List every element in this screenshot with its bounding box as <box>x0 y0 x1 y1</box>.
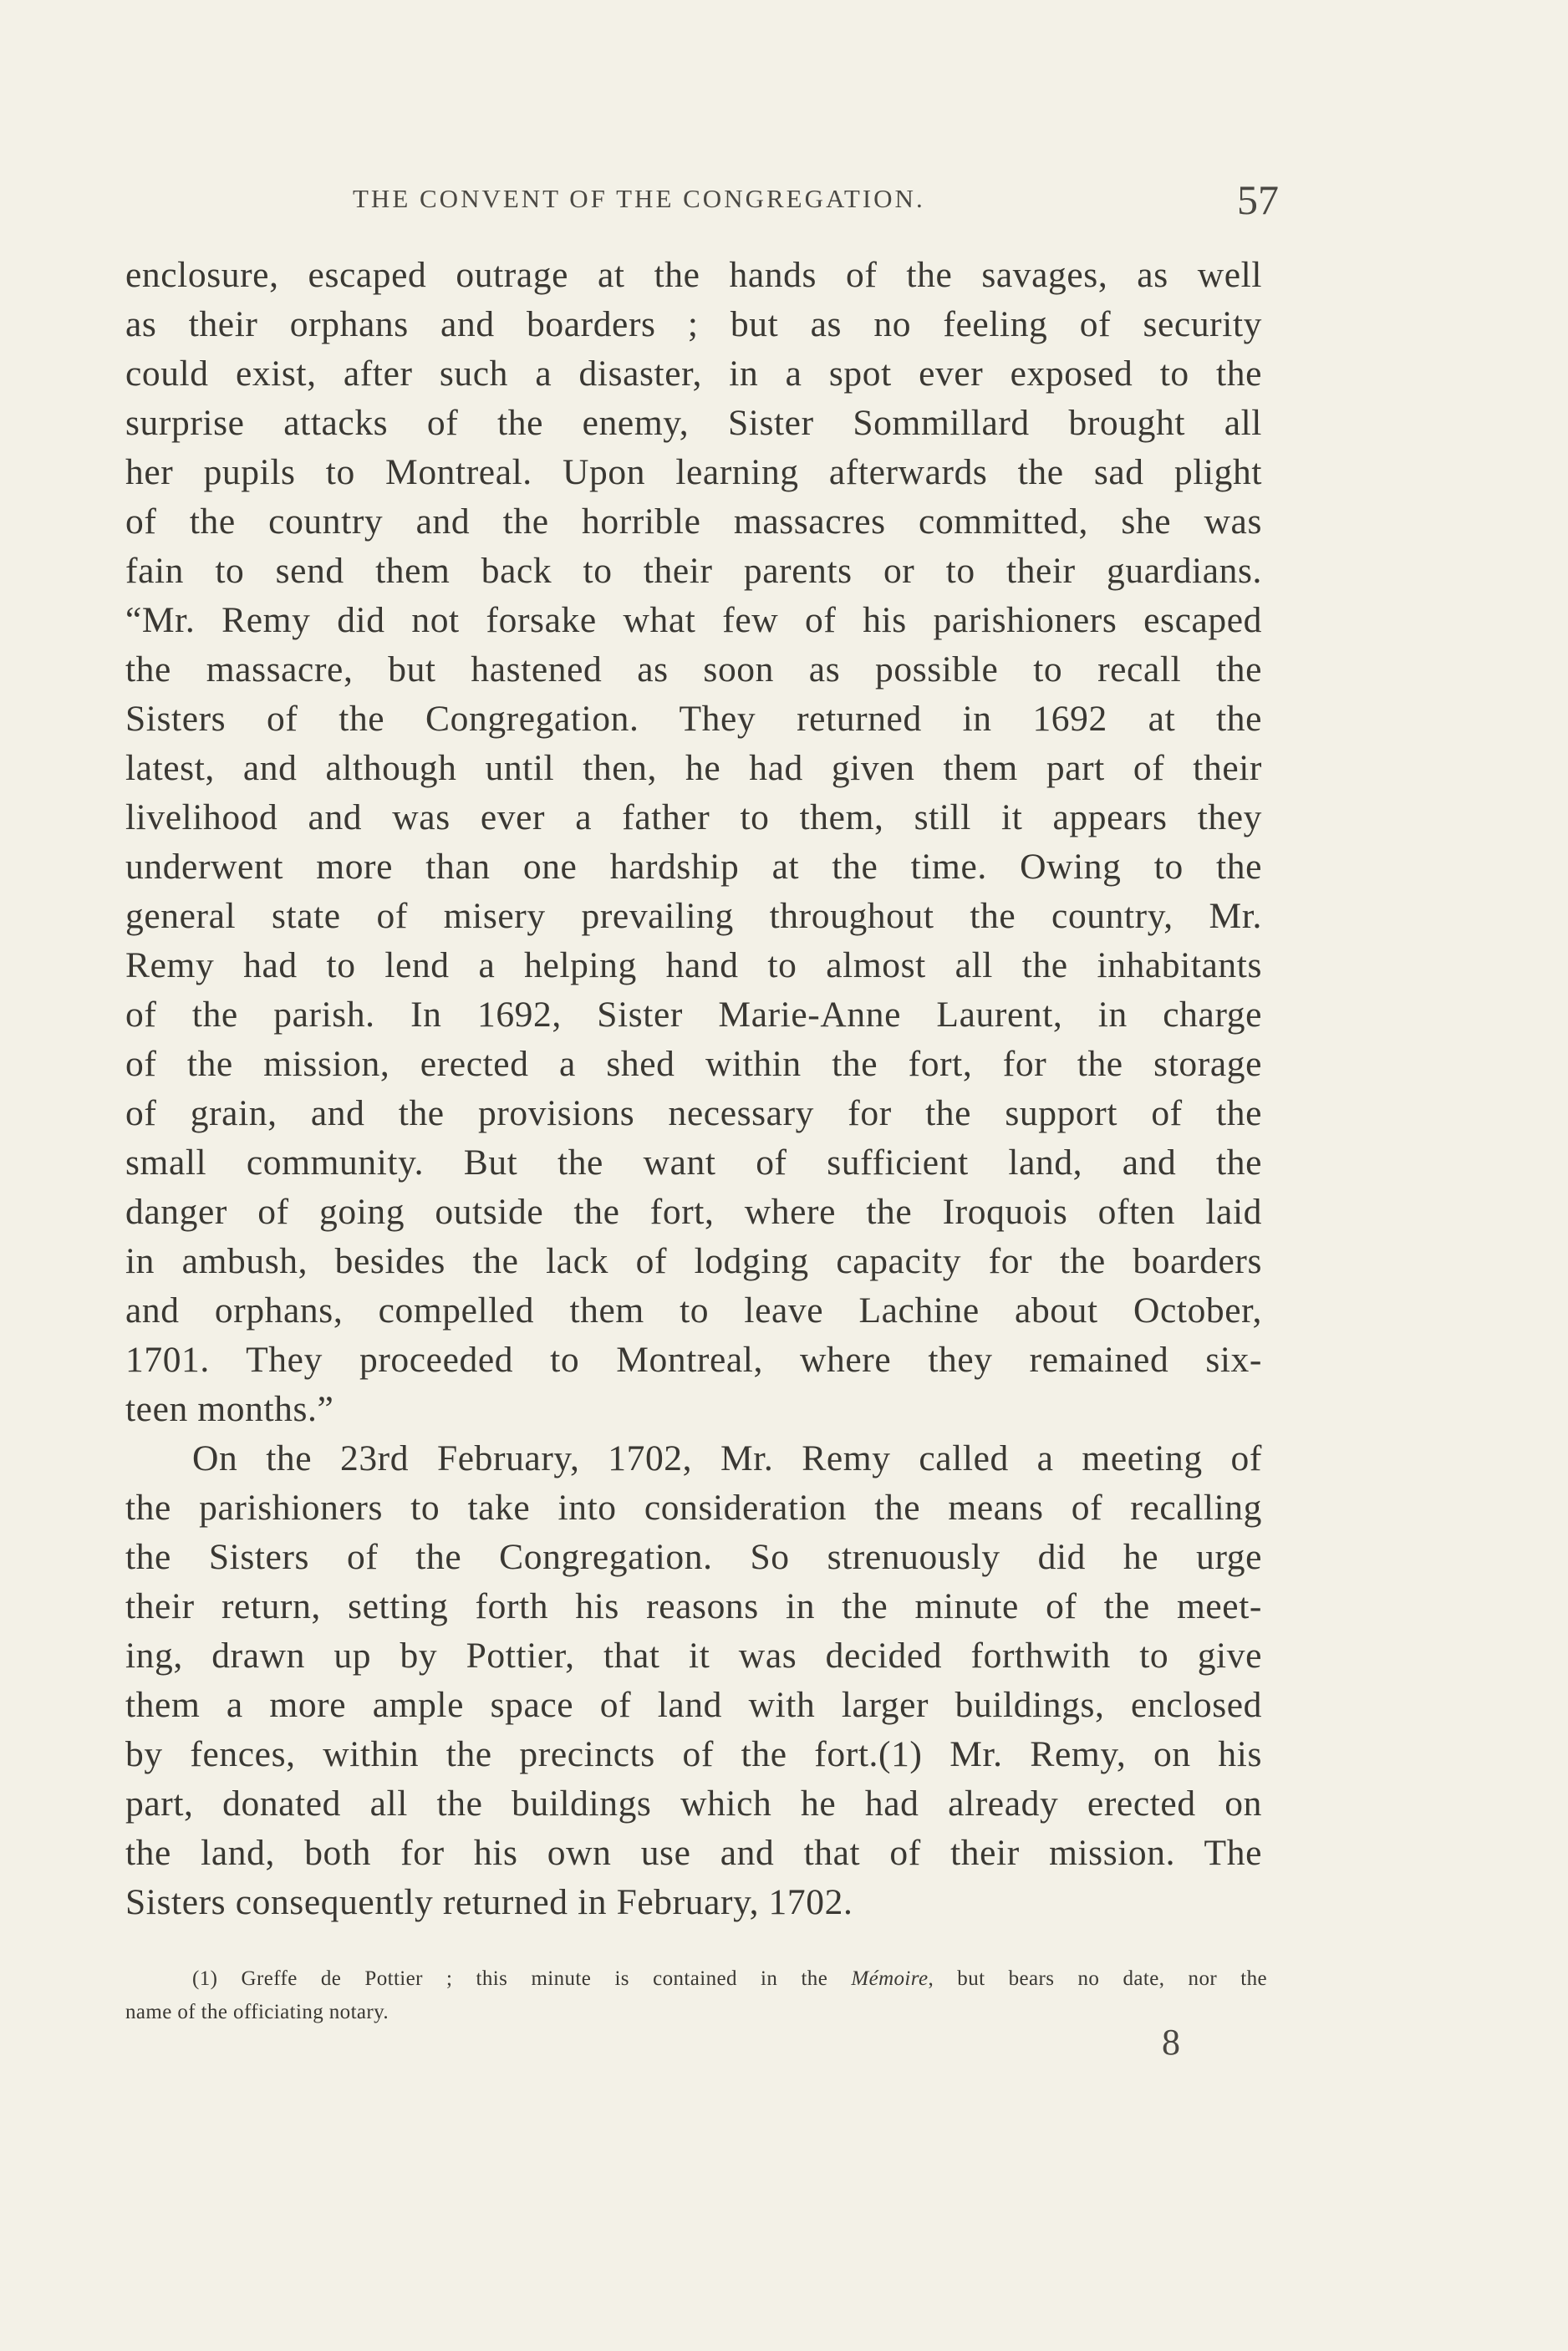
body-line: their return, setting forth his reasons in the minute of the meet- <box>125 1586 1262 1626</box>
footnote-line: name of the officiating notary. <box>125 2001 389 2023</box>
footnote-text: (1) Greffe de Pottier ; this minute is contained in the <box>192 1967 852 1990</box>
body-line: of grain, and the provisions necessary for the support of the <box>125 1093 1262 1133</box>
body-line: of the parish. In 1692, Sister Marie-Anne Laurent, in charge <box>125 995 1262 1035</box>
body-line: On the 23rd February, 1702, Mr. Remy called a meeting of <box>192 1438 1262 1478</box>
body-line: “Mr. Remy did not forsake what few of his parishioners escaped <box>125 600 1262 640</box>
body-line: and orphans, compelled them to leave Lachine about October, <box>125 1290 1262 1331</box>
body-line: surprise attacks of the enemy, Sister Sommillard brought all <box>125 403 1262 443</box>
body-line: ing, drawn up by Pottier, that it was decided forthwith to give <box>125 1636 1262 1676</box>
body-line: enclosure, escaped outrage at the hands of the savages, as well <box>125 255 1262 295</box>
body-line: small community. But the want of sufficient land, and the <box>125 1142 1262 1183</box>
body-text <box>125 251 1262 1927</box>
body-line: her pupils to Montreal. Upon learning afterwards the sad plight <box>125 452 1262 492</box>
body-line: livelihood and was ever a father to them, still it appears they <box>125 797 1262 837</box>
body-line: by fences, within the precincts of the fort.(1) Mr. Remy, on his <box>125 1734 1262 1774</box>
body-line: part, donated all the buildings which he had already erected on <box>125 1784 1262 1824</box>
body-line: them a more ample space of land with larger buildings, enclosed <box>125 1685 1262 1725</box>
body-line: could exist, after such a disaster, in a spot ever exposed to the <box>125 354 1262 394</box>
body-line: teen months.” <box>125 1389 334 1429</box>
body-line: fain to send them back to their parents or to their guardians. <box>125 551 1262 591</box>
body-line: general state of misery prevailing throughout the country, Mr. <box>125 896 1262 936</box>
body-line: of the country and the horrible massacres committed, she was <box>125 501 1262 542</box>
footnote-italic-title: Mémoire <box>851 1967 929 1990</box>
body-line: as their orphans and boarders ; but as no feeling of security <box>125 304 1262 344</box>
body-line: 1701. They proceeded to Montreal, where they remained six- <box>125 1340 1262 1380</box>
footnote-line <box>125 1962 1267 1996</box>
body-line: the land, both for his own use and that of their mission. The <box>125 1833 1262 1873</box>
body-line: Remy had to lend a helping hand to almost all the inhabitants <box>125 945 1262 985</box>
body-line: latest, and although until then, he had given them part of their <box>125 748 1262 788</box>
signature-mark: 8 <box>1162 2022 1180 2063</box>
footnote <box>125 1962 1267 2029</box>
body-line: the Sisters of the Congregation. So strenuously did he urge <box>125 1537 1262 1577</box>
running-head <box>125 176 1279 226</box>
body-line: underwent more than one hardship at the time. Owing to the <box>125 847 1262 887</box>
body-line: danger of going outside the fort, where the Iroquois often laid <box>125 1192 1262 1232</box>
page-number: 57 <box>1237 176 1279 223</box>
footnote-text: , but bears no date, nor the <box>928 1967 1267 1990</box>
body-line: of the mission, erected a shed within the fort, for the storage <box>125 1044 1262 1084</box>
body-line: the parishioners to take into consideration the means of recalling <box>125 1488 1262 1528</box>
body-line: the massacre, but hastened as soon as possible to recall the <box>125 649 1262 690</box>
body-line: Sisters consequently returned in February, 1702. <box>125 1882 853 1922</box>
body-line: Sisters of the Congregation. They returned in 1692 at the <box>125 699 1262 739</box>
running-title: THE CONVENT OF THE CONGREGATION. <box>353 184 925 213</box>
body-line: in ambush, besides the lack of lodging capacity for the boarders <box>125 1241 1262 1281</box>
